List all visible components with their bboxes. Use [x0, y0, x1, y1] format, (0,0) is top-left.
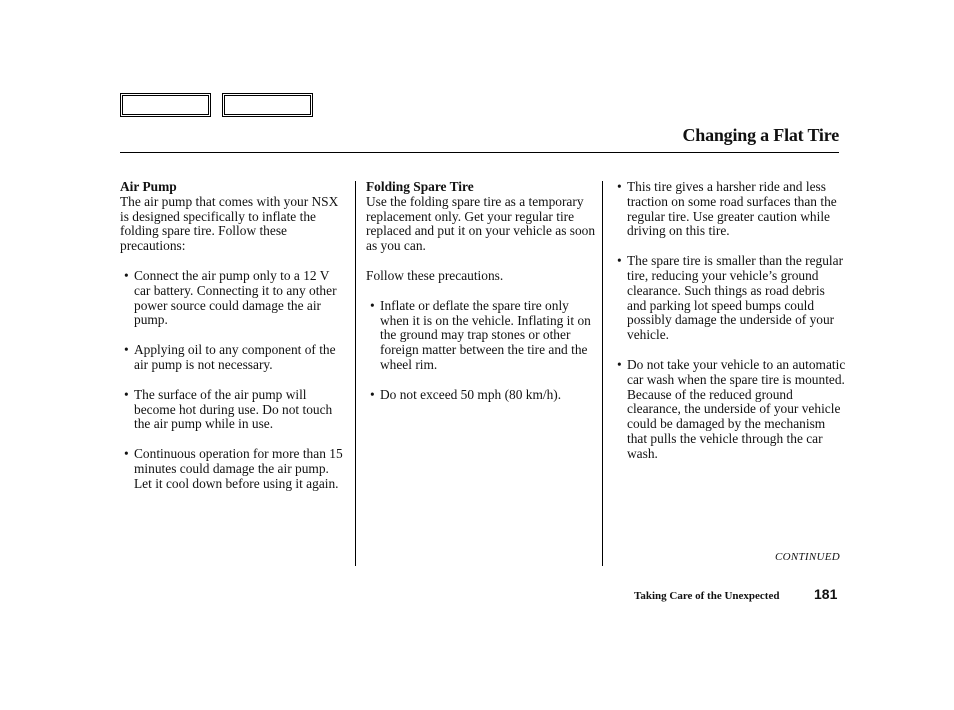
- list-item: • Do not exceed 50 mph (80 km/h).: [366, 388, 598, 403]
- continued-label: CONTINUED: [774, 551, 840, 563]
- air-pump-intro: The air pump that comes with your NSX is designed specifically to inflate the folding spare tire. Follow these precautions:: [120, 193, 339, 254]
- title-rule: [120, 152, 839, 153]
- nav-box-2[interactable]: [222, 93, 313, 117]
- air-pump-precautions: [120, 269, 345, 492]
- list-item: • Inflate or deflate the spare tire only when it is on the vehicle. Inflating it on the ground may trap stones or other foreign matter between the tire and the wheel rim.: [366, 299, 598, 373]
- nav-box-1[interactable]: [120, 93, 211, 117]
- page-title: Changing a Flat Tire: [682, 125, 839, 145]
- list-item: • This tire gives a harsher ride and less traction on some road surfaces than the regular tire. Use greater caution while driving on this tire.: [616, 180, 846, 239]
- list-item: • Do not take your vehicle to an automatic car wash when the spare tire is mounted. Because of the reduced ground clearance, the underside of your vehicle could be damaged by the mechanism that pulls the vehicle through the car wash.: [616, 358, 846, 462]
- column-divider: [355, 181, 356, 566]
- list-item: • Continuous operation for more than 15 minutes could damage the air pump. Let it cool down before using it again.: [120, 447, 345, 491]
- column-air-pump: [120, 180, 345, 492]
- follow-precautions-text: Follow these precautions.: [366, 267, 504, 283]
- list-item: • Applying oil to any component of the air pump is not necessary.: [120, 343, 345, 373]
- footer-section-title: Taking Care of the Unexpected: [634, 590, 780, 602]
- list-item: • The spare tire is smaller than the regular tire, reducing your vehicle’s ground clearance. Such things as road debris and parking lot speed bumps could possibly damage the underside of your vehicle.: [616, 254, 846, 343]
- list-item: • Connect the air pump only to a 12 V car battery. Connecting it to any other power source could damage the air pump.: [120, 269, 345, 328]
- column-folding-spare-tire: [366, 180, 598, 403]
- page-number: 181: [814, 586, 838, 602]
- spare-tire-precautions: [366, 299, 598, 403]
- column-spare-tire-cautions: [616, 180, 846, 462]
- list-item: • The surface of the air pump will become hot during use. Do not touch the air pump while in use.: [120, 388, 345, 432]
- column-divider: [602, 181, 603, 566]
- air-pump-heading: Air Pump: [120, 179, 177, 194]
- folding-spare-tire-intro: Use the folding spare tire as a temporary replacement only. Get your regular tire replaced and put it on your vehicle as soon as you can.: [366, 193, 596, 254]
- folding-spare-tire-heading: Folding Spare Tire: [366, 179, 474, 194]
- spare-tire-cautions: [616, 180, 846, 462]
